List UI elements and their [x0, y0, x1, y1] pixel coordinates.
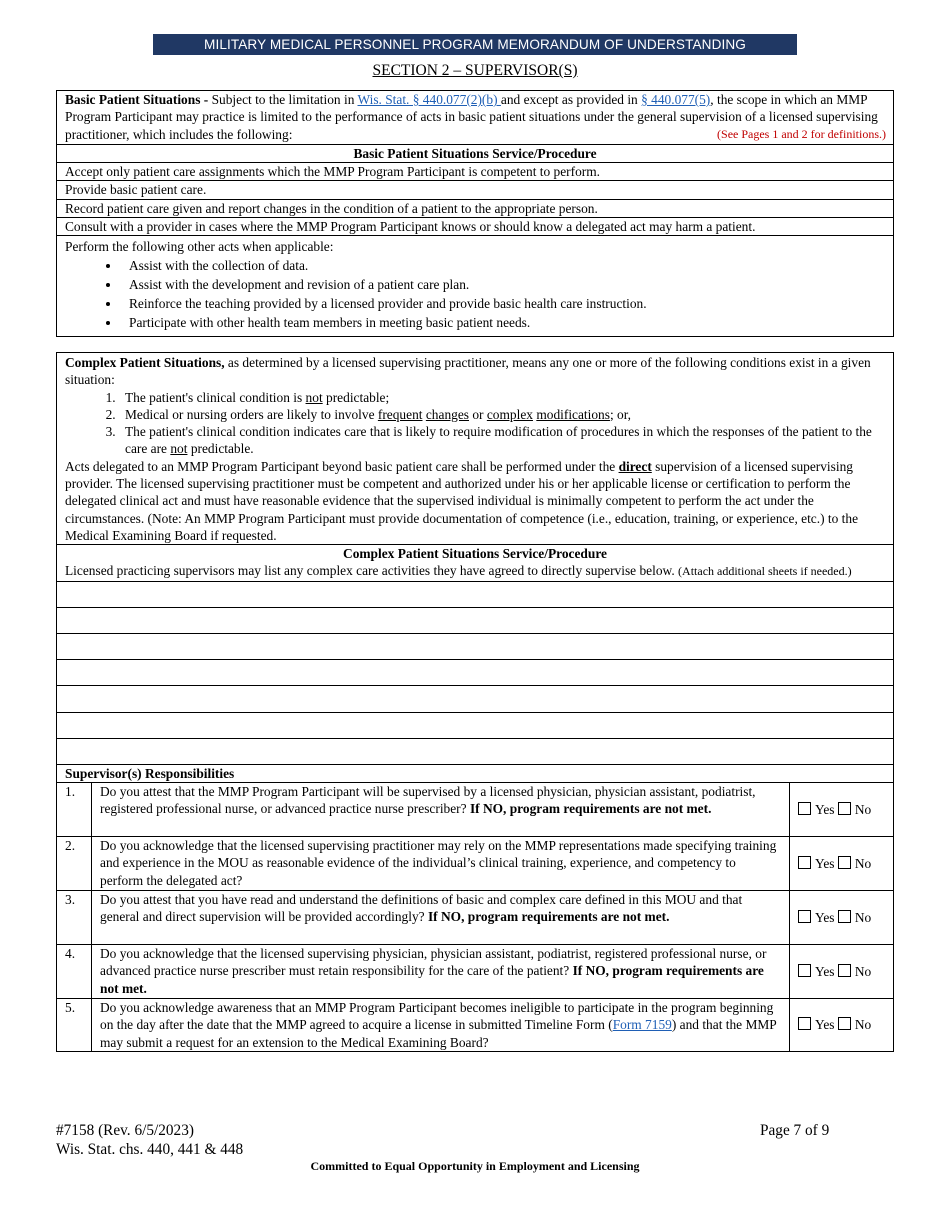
list-item: • Participate with other health team members in meeting basic patient needs. [121, 313, 885, 332]
yes-no-answer: Yes No [790, 891, 894, 945]
yes-checkbox[interactable] [798, 802, 811, 815]
complex-procedure-header-cell [57, 545, 894, 581]
complex-table-heading: Complex Patient Situations Service/Procedure [343, 546, 607, 562]
form-7159-link[interactable]: Form 7159 [612, 1017, 672, 1033]
page-number: Page 7 of 9 [760, 1122, 830, 1139]
list-item: 3. The patient's clinical condition indicates care that is likely to require modification of procedures in which the responses of the patient to the care are not predictable. [119, 423, 885, 458]
basic-situations-table [56, 90, 894, 337]
no-checkbox[interactable] [838, 964, 851, 977]
statute-link-440-077-5[interactable]: § 440.077(5) [641, 92, 711, 107]
yes-checkbox[interactable] [798, 1017, 811, 1030]
yes-no-answer: Yes No [790, 783, 894, 837]
basic-row: Provide basic patient care. [57, 181, 894, 199]
other-acts-intro: Perform the following other acts when applicable: [65, 239, 334, 255]
complex-situations-table [56, 352, 894, 1052]
list-item: • Assist with the collection of data. [121, 256, 885, 275]
statute-link-440-077-2b[interactable]: Wis. Stat. § 440.077(2)(b) [357, 92, 501, 107]
form-number: #7158 (Rev. 6/5/2023) [56, 1122, 194, 1139]
list-item: 1. The patient's clinical condition is not predictable; [119, 389, 885, 406]
yes-no-answer: Yes No [790, 999, 894, 1052]
basic-row: Record patient care given and report changes in the condition of a patient to the appropriate person. [57, 199, 894, 217]
no-checkbox[interactable] [838, 1017, 851, 1030]
basic-heading: Basic Patient Situations - [65, 92, 209, 107]
basic-intro-cell: Basic Patient Situations - Subject to the limitation in Wis. Stat. § 440.077(2)(b) and except as provided in § 440.077(5), the scope in which an MMP Program Participant may practice is limited to the performance of acts in basic patient situations under the general supervision of a licensed supervising practitioner, which includes the following: (See Pages 1 and 2 for definitions.) [57, 91, 894, 145]
responsibilities-heading: Supervisor(s) Responsibilities [57, 764, 894, 782]
question-number: 3. [57, 891, 92, 945]
complex-intro-cell: Complex Patient Situations, as determined by a licensed supervising practitioner, means any one or more of the following conditions exist in a given situation: 1. The patient's clinical condition is not predictable; 2. Medical or nursing orders are likely to involve frequent changes or complex modifications; or, 3. The patient's clinical condition indicates care that is likely to require modification of procedures in which the responses of the patient to the care are not predictable. Acts delegated to an MMP Program Participant beyond basic patient care shall be performed under the direct supervision of a licensed supervising provider. The licensed supervising practitioner must be competent and authorized under his or her applicable license or certification to perform the delegated clinical act and must have reasonable evidence that the supervised individual is minimally competent to perform the act under the circumstances. (Note: An MMP Program Participant must provide documentation of competence (i.e., education, training, or experience, etc.) to the Medical Examining Board if requested. [57, 353, 894, 545]
list-item: • Assist with the development and revision of a patient care plan. [121, 275, 885, 294]
complex-activity-entry-line[interactable] [57, 712, 894, 738]
other-acts-list [65, 256, 885, 332]
list-item: 2. Medical or nursing orders are likely to involve frequent changes or complex modifications; or, [119, 406, 885, 423]
yes-checkbox[interactable] [798, 856, 811, 869]
question-text: Do you acknowledge awareness that an MMP Program Participant becomes ineligible to participate in the program beginning on the day after the date that the MMP agreed to acquire a license in submitted Timeline Form (Form 7159) and that the MMP may submit a request for an extension to the Medical Examining Board? [92, 999, 790, 1052]
complex-conditions-list [65, 389, 885, 458]
yes-no-answer: Yes No [790, 945, 894, 999]
definitions-note: (See Pages 1 and 2 for definitions.) [717, 126, 886, 141]
complex-activity-entry-line[interactable] [57, 633, 894, 659]
question-number: 1. [57, 783, 92, 837]
complex-activity-entry-line[interactable] [57, 607, 894, 633]
no-checkbox[interactable] [838, 802, 851, 815]
no-checkbox[interactable] [838, 856, 851, 869]
yes-checkbox[interactable] [798, 964, 811, 977]
basic-row: Accept only patient care assignments which the MMP Program Participant is competent to perform. [57, 163, 894, 181]
complex-list-note: Licensed practicing supervisors may list any complex care activities they have agreed to directly supervise below. [65, 562, 679, 578]
question-number: 4. [57, 945, 92, 999]
complex-activity-entry-line[interactable] [57, 686, 894, 712]
list-item: • Reinforce the teaching provided by a licensed provider and provide basic health care instruction. [121, 294, 885, 313]
form-footer-left [56, 1121, 243, 1159]
question-text: Do you attest that you have read and understand the definitions of basic and complex care defined in this MOU and that general and direct supervision will be provided accordingly? If NO, program requirements are not met. [92, 891, 790, 945]
question-row-4 [57, 945, 894, 999]
question-number: 2. [57, 837, 92, 891]
yes-checkbox[interactable] [798, 910, 811, 923]
question-text: Do you attest that the MMP Program Participant will be supervised by a licensed physician, physician assistant, podiatrist, registered professional nurse, or advanced practice nurse prescriber? If NO, program requirements are not met. [92, 783, 790, 837]
question-row-2 [57, 837, 894, 891]
question-row-5 [57, 999, 894, 1052]
section-title: SECTION 2 – SUPERVISOR(S) [372, 62, 578, 79]
statute-reference: Wis. Stat. chs. 440, 441 & 448 [56, 1141, 244, 1158]
question-number: 5. [57, 999, 92, 1052]
other-acts-cell [57, 236, 894, 337]
complex-heading: Complex Patient Situations, [65, 355, 225, 370]
basic-row: Consult with a provider in cases where the MMP Program Participant knows or should know a delegated act may harm a patient. [57, 218, 894, 236]
yes-no-answer: Yes No [790, 837, 894, 891]
basic-table-heading: Basic Patient Situations Service/Procedure [57, 144, 894, 162]
equal-opportunity-statement: Committed to Equal Opportunity in Employment and Licensing [310, 1159, 640, 1173]
question-row-1 [57, 783, 894, 837]
complex-activity-entry-line[interactable] [57, 581, 894, 607]
question-text: Do you acknowledge that the licensed supervising practitioner may rely on the MMP representations made specifying training and experience in the MOU as reasonable evidence of the individual’s clinical training, experience, and competency to perform the delegated act? [92, 837, 790, 891]
attach-sheets-note: (Attach additional sheets if needed.) [678, 563, 852, 578]
form-banner: MILITARY MEDICAL PERSONNEL PROGRAM MEMORANDUM OF UNDERSTANDING [153, 34, 797, 55]
question-row-3 [57, 891, 894, 945]
no-checkbox[interactable] [838, 910, 851, 923]
complex-activity-entry-line[interactable] [57, 738, 894, 764]
question-text: Do you acknowledge that the licensed supervising physician, physician assistant, podiatrist, registered professional nurse, or advanced practice nurse prescriber must retain responsibility for the care of the patient? If NO, program requirements are not met. [92, 945, 790, 999]
complex-activity-entry-line[interactable] [57, 660, 894, 686]
direct-supervision-text: Acts delegated to an MMP Program Participant beyond basic patient care shall be performed under the direct supervision of a licensed supervising provider. The licensed supervising practitioner must be competent and authorized under his or her applicable license or certification to perform the delegated clinical act and must have reasonable evidence that the supervised individual is minimally competent to perform the act under the circumstances. (Note: An MMP Program Participant must provide documentation of competence (i.e., education, training, or experience, etc.) to the Medical Examining Board if requested. [65, 458, 859, 543]
